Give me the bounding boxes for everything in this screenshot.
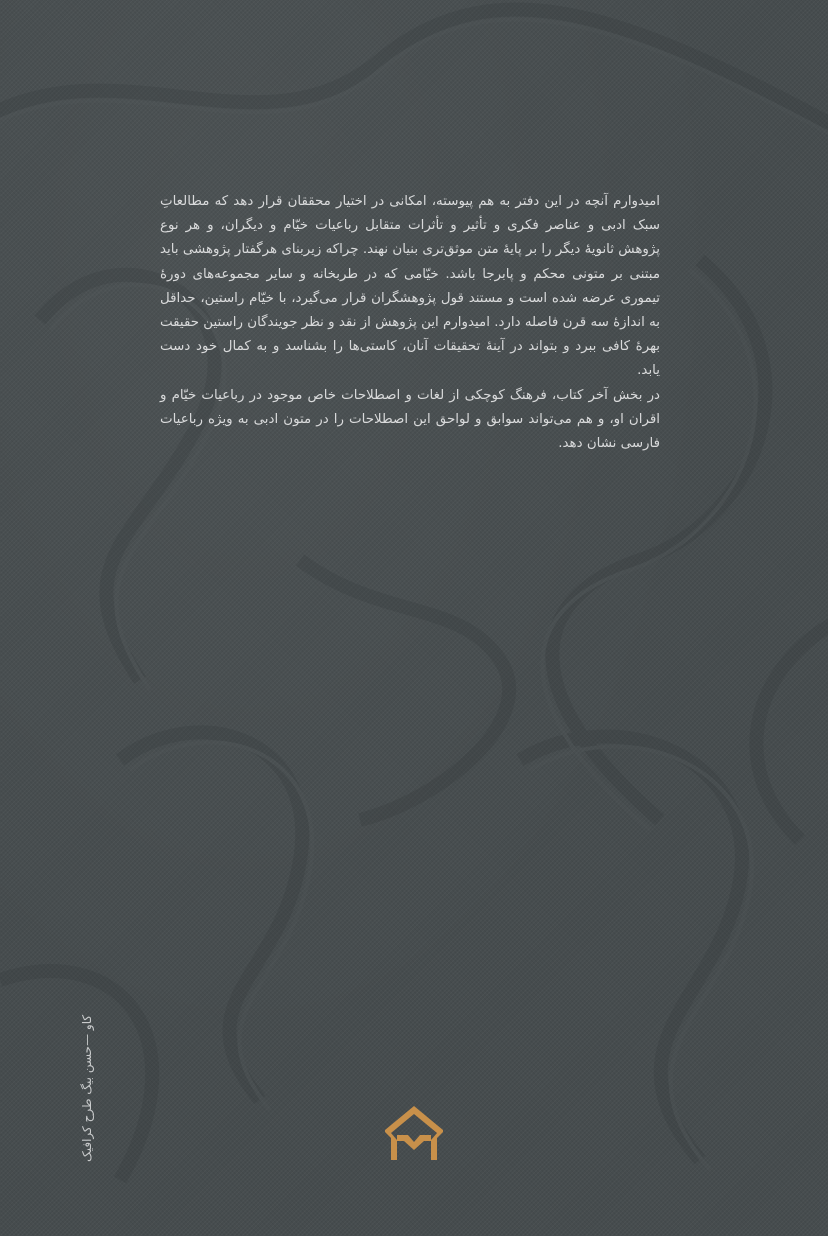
- designer-credit: کاو —حسن بیگ طرح کرافیک: [80, 1015, 94, 1163]
- blurb-paragraph-2: در بخش آخر کتاب، فرهنگ کوچکی از لغات و اصطلاحات خاص موجود در رباعیات خیّام و اقران او، و هم می‌تواند سوابق و لواحق این اصطلاحات را در متون ادبی به ویژه رباعیات فارسی نشان دهد.: [160, 387, 660, 452]
- publisher-arch-logo-icon: [381, 1102, 447, 1162]
- back-cover-blurb: [160, 190, 660, 456]
- blurb-paragraph-1: امیدوارم آنچه در این دفتر به هم پیوسته، امکانی در اختیار محققان قرار دهد که مطالعاتِ سبک ادبی و عناصر فکری و تأثیر و تأثرات متقابل رباعیات خیّام و دیگران، و هر نوع پژوهش ثانویهٔ دیگر را بر پایهٔ متن موثق‌تری بنیان نهند. چراکه زیربنای هرگفتار پژوهشی باید مبتنی بر متونی محکم و پابرجا باشد. خیّامی که در طربخانه و سایر مجموعه‌های دورهٔ تیموری عرضه شده است و مستند قول پژوهشگران قرار می‌گیرد، با خیّام راستین، حداقل به اندازهٔ سه قرن فاصله دارد. امیدوارم این پژوهش از نقد و نظر جویندگان راستین حقیقت بهرهٔ کافی ببرد و بتواند در آینهٔ تحقیقات آنان، کاستی‌ها را بشناسد و به کمال خود دست یابد.: [160, 194, 660, 379]
